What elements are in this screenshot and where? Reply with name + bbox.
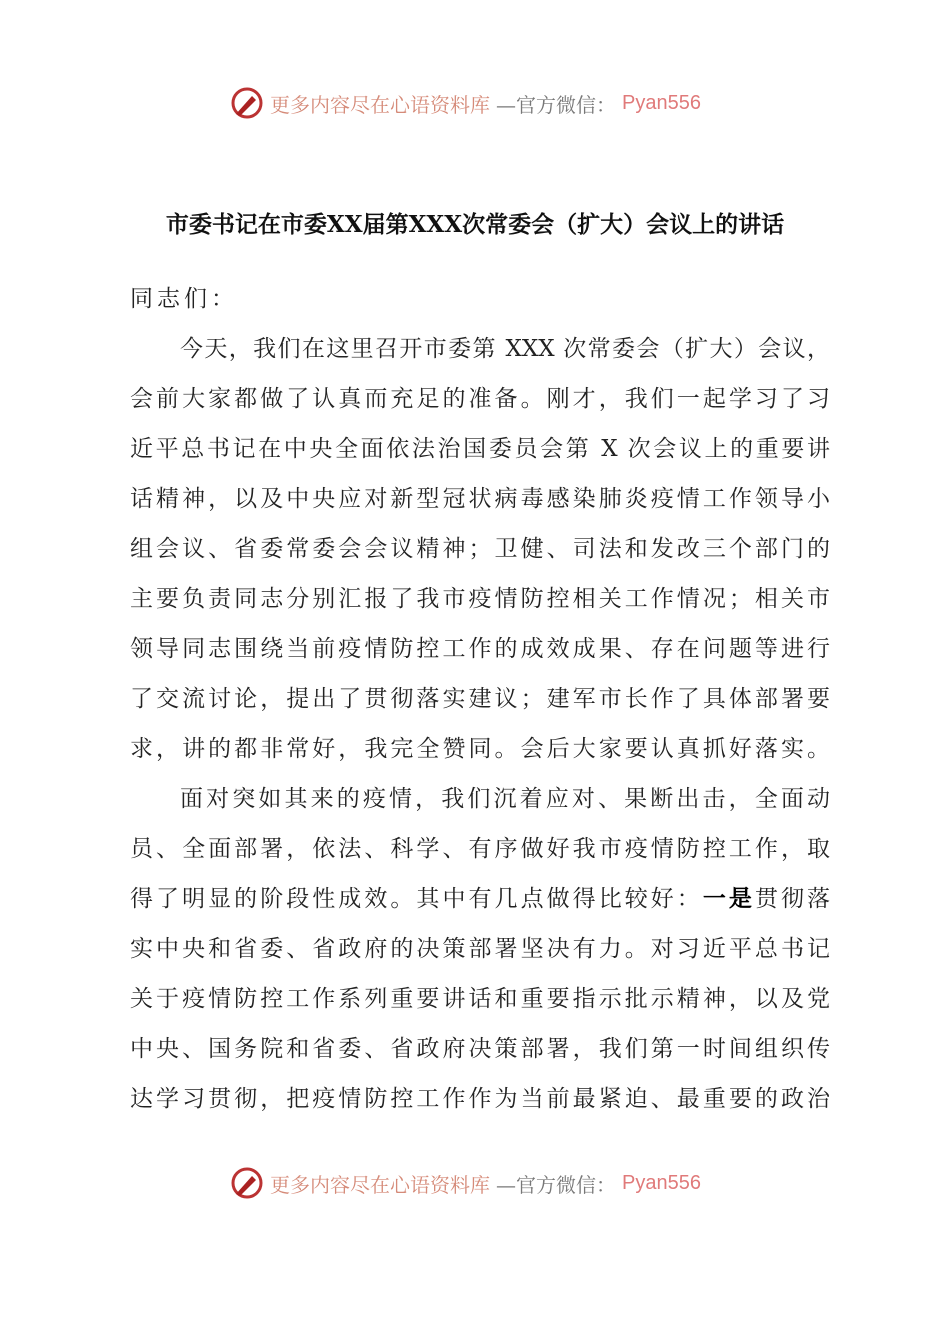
salutation: 同志们：	[130, 286, 238, 312]
paragraph-line: 求，讲的都非常好，我完全赞同。会后大家要认真抓好落实。	[130, 736, 830, 762]
banner-wechat-id: Pyan556	[622, 91, 701, 114]
paragraph-line: 了交流讨论，提出了贯彻落实建议；建军市长作了具体部署要	[130, 686, 830, 712]
paragraph-line: 中央、国务院和省委、省政府决策部署，我们第一时间组织传	[130, 1036, 830, 1062]
paragraph-line: 达学习贯彻，把疫情防控工作作为当前最紧迫、最重要的政治	[130, 1086, 830, 1112]
paragraph-line: 领导同志围绕当前疫情防控工作的成效成果、存在问题等进行	[130, 636, 830, 662]
paragraph-line: 实中央和省委、省政府的决策部署坚决有力。对习近平总书记	[130, 936, 830, 962]
paragraph-line: 话精神，以及中央应对新型冠状病毒感染肺炎疫情工作领导小	[130, 486, 830, 512]
pen-logo-icon	[230, 1166, 264, 1200]
paragraph-line: 主要负责同志分别汇报了我市疫情防控相关工作情况；相关市	[130, 586, 830, 612]
paragraph-line: 员、全面部署，依法、科学、有序做好我市疫情防控工作，取	[130, 836, 830, 862]
paragraph-line: 关于疫情防控工作系列重要讲话和重要指示批示精神，以及党	[130, 986, 830, 1012]
banner-text: 更多内容尽在心语资料库	[270, 92, 490, 117]
banner-text: 更多内容尽在心语资料库	[270, 1172, 490, 1197]
paragraph-line: 会前大家都做了认真而充足的准备。刚才，我们一起学习了习	[130, 386, 830, 412]
header-watermark-banner	[230, 83, 701, 123]
banner-wechat-id: Pyan556	[622, 1171, 701, 1194]
paragraph-line: 面对突如其来的疫情，我们沉着应对、果断出击，全面动	[180, 786, 830, 812]
paragraph-line: 组会议、省委常委会会议精神；卫健、司法和发改三个部门的	[130, 536, 830, 562]
paragraph-line	[130, 884, 830, 914]
paragraph-line: 近平总书记在中央全面依法治国委员会第 X 次会议上的重要讲	[130, 436, 830, 462]
paragraph-line: 今天，我们在这里召开市委第 XXX 次常委会（扩大）会议，	[180, 336, 830, 362]
line-text: 得了明显的阶段性成效。其中有几点做得比较好：	[130, 886, 703, 912]
pen-logo-icon	[230, 86, 264, 120]
bold-emphasis: 一是	[702, 885, 755, 912]
banner-wechat-label: —官方微信：	[496, 1172, 616, 1197]
footer-watermark-banner	[230, 1163, 701, 1203]
document-title: 市委书记在市委XX届第XXX次常委会（扩大）会议上的讲话	[165, 211, 785, 238]
line-text: 贯彻落	[754, 886, 831, 912]
banner-wechat-label: —官方微信：	[496, 92, 616, 117]
